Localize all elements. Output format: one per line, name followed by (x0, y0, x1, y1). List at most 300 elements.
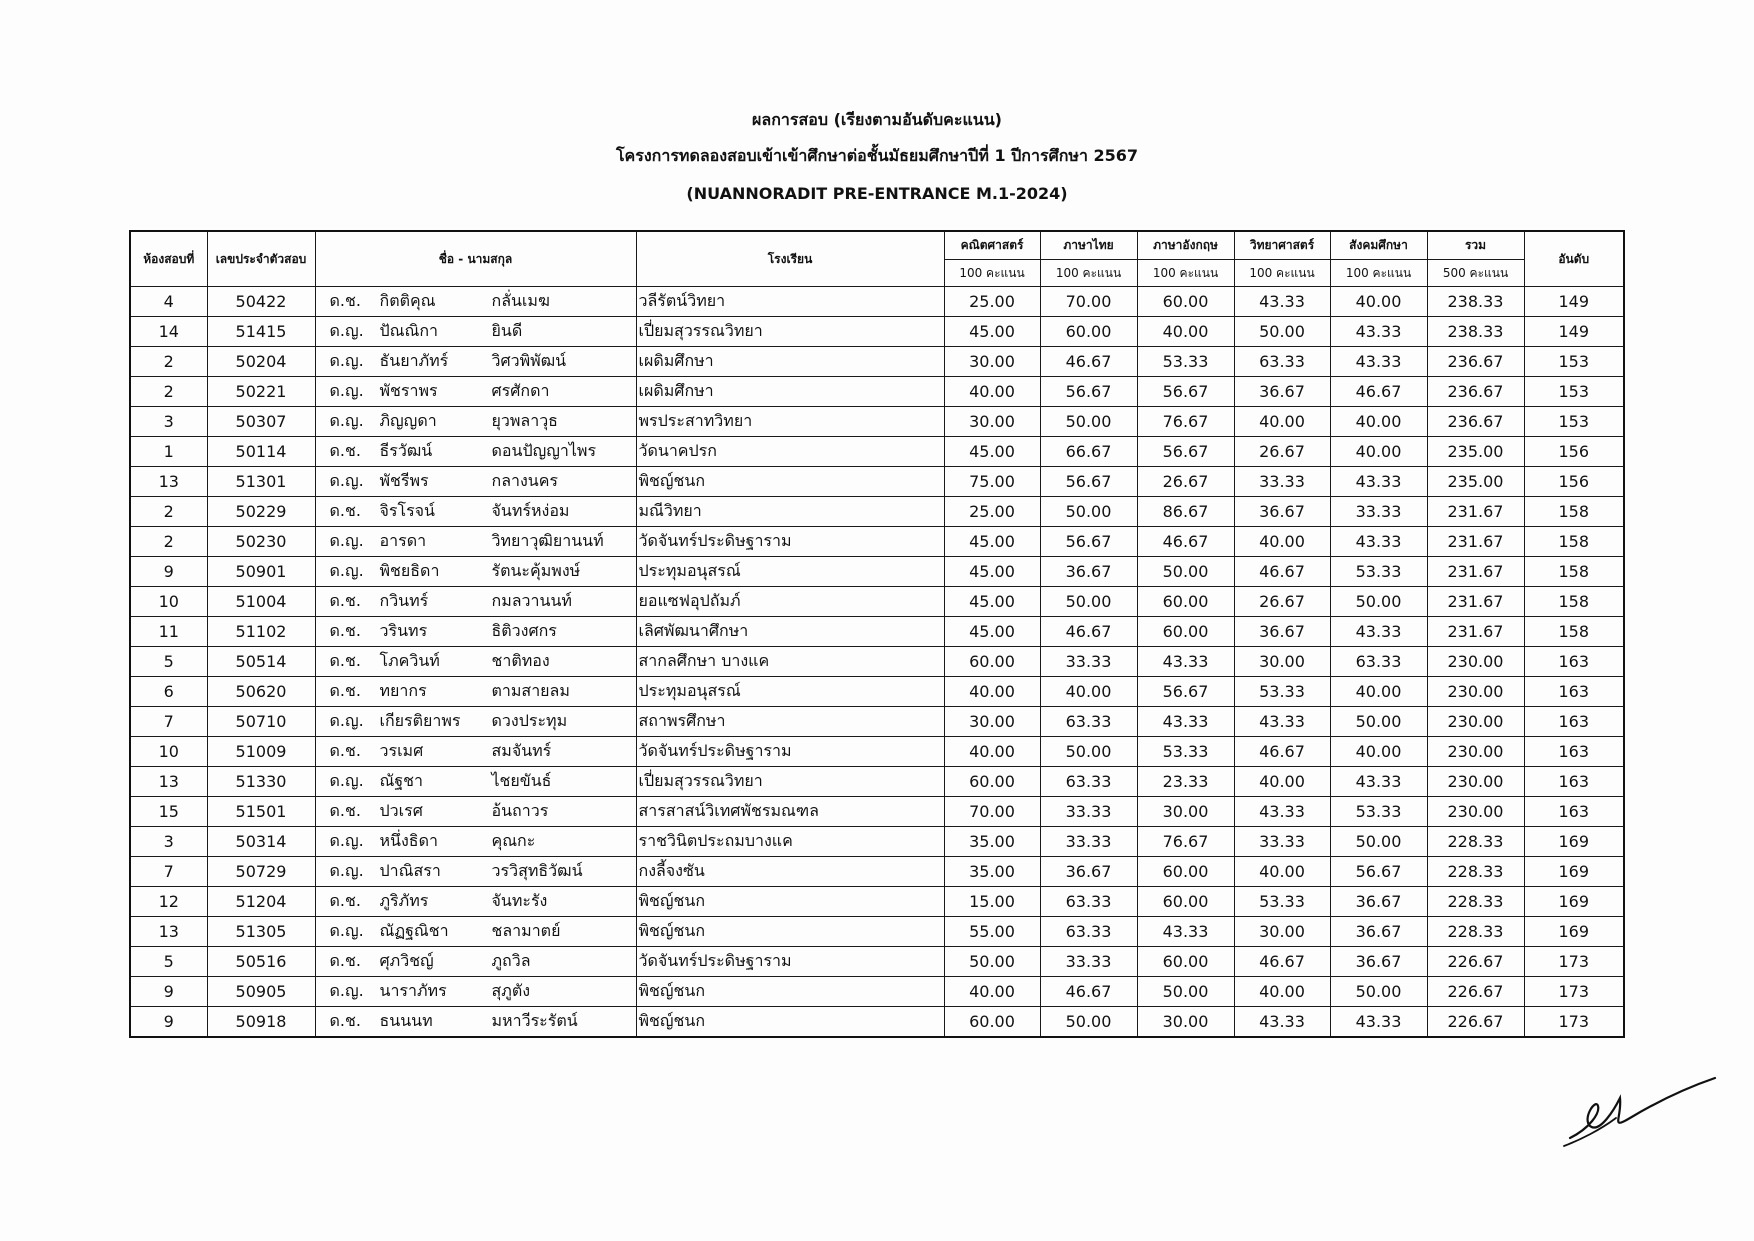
table-row (130, 347, 1624, 377)
exam-id-cell: 50905 (207, 977, 315, 1007)
english-score-cell: 43.33 (1137, 707, 1234, 737)
name-cell (315, 977, 636, 1007)
room-cell: 14 (130, 317, 207, 347)
social-score-cell: 36.67 (1330, 887, 1427, 917)
english-score-cell: 23.33 (1137, 767, 1234, 797)
english-score-cell: 60.00 (1137, 617, 1234, 647)
rank-cell: 153 (1524, 377, 1624, 407)
first-name: เกียรติยาพร (379, 711, 461, 730)
school-cell: สถาพรศึกษา (636, 707, 944, 737)
math-score-cell: 30.00 (944, 707, 1040, 737)
exam-id-cell: 50114 (207, 437, 315, 467)
thai-score-cell: 46.67 (1040, 977, 1137, 1007)
total-score-cell: 226.67 (1427, 977, 1524, 1007)
name-prefix: ด.ช. (329, 681, 361, 700)
name-cell (315, 707, 636, 737)
name-prefix: ด.ช. (329, 591, 361, 610)
school-cell: วลีรัตน์วิทยา (636, 287, 944, 317)
social-score-cell: 40.00 (1330, 407, 1427, 437)
table-row (130, 917, 1624, 947)
social-score-cell: 40.00 (1330, 437, 1427, 467)
rank-cell: 158 (1524, 497, 1624, 527)
max-score-english: 100 คะแนน (1137, 260, 1234, 287)
science-score-cell: 50.00 (1234, 317, 1330, 347)
name-prefix: ด.ญ. (329, 921, 364, 940)
name-cell (315, 617, 636, 647)
math-score-cell: 55.00 (944, 917, 1040, 947)
science-score-cell: 40.00 (1234, 767, 1330, 797)
math-score-cell: 60.00 (944, 767, 1040, 797)
rank-cell: 169 (1524, 917, 1624, 947)
name-prefix: ด.ญ. (329, 771, 364, 790)
english-score-cell: 43.33 (1137, 647, 1234, 677)
table-row (130, 707, 1624, 737)
school-cell: วัดจันทร์ประดิษฐาราม (636, 737, 944, 767)
table-row (130, 977, 1624, 1007)
school-cell: วัดจันทร์ประดิษฐาราม (636, 527, 944, 557)
english-score-cell: 30.00 (1137, 1007, 1234, 1038)
last-name: ธิติวงศกร (491, 621, 557, 640)
rank-cell: 173 (1524, 1007, 1624, 1038)
math-score-cell: 15.00 (944, 887, 1040, 917)
science-score-cell: 33.33 (1234, 827, 1330, 857)
name-cell (315, 377, 636, 407)
math-score-cell: 70.00 (944, 797, 1040, 827)
first-name: วรเมศ (379, 741, 424, 760)
school-cell: ประทุมอนุสรณ์ (636, 677, 944, 707)
rank-cell: 169 (1524, 887, 1624, 917)
room-cell: 3 (130, 407, 207, 437)
social-score-cell: 43.33 (1330, 317, 1427, 347)
table-row (130, 287, 1624, 317)
first-name: ปัณณิกา (379, 321, 439, 340)
rank-cell: 149 (1524, 287, 1624, 317)
rank-cell: 163 (1524, 647, 1624, 677)
school-cell: มณีวิทยา (636, 497, 944, 527)
last-name: ชาติทอง (491, 651, 550, 670)
table-row (130, 1007, 1624, 1038)
last-name: อ้นถาวร (491, 801, 549, 820)
english-score-cell: 53.33 (1137, 737, 1234, 767)
total-score-cell: 230.00 (1427, 647, 1524, 677)
total-score-cell: 236.67 (1427, 407, 1524, 437)
thai-score-cell: 70.00 (1040, 287, 1137, 317)
rank-cell: 153 (1524, 407, 1624, 437)
first-name: ศุภวิชญ์ (379, 951, 434, 970)
exam-id-cell: 50230 (207, 527, 315, 557)
thai-score-cell: 33.33 (1040, 797, 1137, 827)
english-score-cell: 76.67 (1137, 407, 1234, 437)
name-cell (315, 917, 636, 947)
social-score-cell: 36.67 (1330, 947, 1427, 977)
english-score-cell: 56.67 (1137, 437, 1234, 467)
first-name: หนึ่งธิดา (379, 831, 438, 850)
exam-id-cell: 50221 (207, 377, 315, 407)
math-score-cell: 40.00 (944, 377, 1040, 407)
first-name: โภควินท์ (379, 651, 440, 670)
header-english: ภาษาอังกฤษ (1137, 231, 1234, 260)
social-score-cell: 43.33 (1330, 617, 1427, 647)
first-name: ภูริภัทร (379, 891, 429, 910)
last-name: กลั่นเมฆ (491, 291, 550, 310)
social-score-cell: 43.33 (1330, 1007, 1427, 1038)
room-cell: 4 (130, 287, 207, 317)
name-prefix: ด.ช. (329, 951, 361, 970)
english-score-cell: 40.00 (1137, 317, 1234, 347)
room-cell: 13 (130, 467, 207, 497)
table-row (130, 857, 1624, 887)
school-cell: พิชญ์ชนก (636, 467, 944, 497)
room-cell: 2 (130, 377, 207, 407)
room-cell: 2 (130, 527, 207, 557)
thai-score-cell: 36.67 (1040, 557, 1137, 587)
name-cell (315, 317, 636, 347)
total-score-cell: 226.67 (1427, 1007, 1524, 1038)
math-score-cell: 45.00 (944, 437, 1040, 467)
exam-id-cell: 50307 (207, 407, 315, 437)
last-name: รัตนะคุ้มพงษ์ (491, 561, 581, 580)
name-cell (315, 857, 636, 887)
first-name: อารดา (379, 531, 427, 550)
english-score-cell: 53.33 (1137, 347, 1234, 377)
table-row (130, 737, 1624, 767)
thai-score-cell: 56.67 (1040, 467, 1137, 497)
school-cell: กงลี้จงซัน (636, 857, 944, 887)
english-score-cell: 60.00 (1137, 587, 1234, 617)
name-cell (315, 347, 636, 377)
exam-id-cell: 50422 (207, 287, 315, 317)
room-cell: 2 (130, 497, 207, 527)
rank-cell: 158 (1524, 587, 1624, 617)
first-name: ธีรวัฒน์ (379, 441, 433, 460)
exam-id-cell: 51330 (207, 767, 315, 797)
exam-id-cell: 51204 (207, 887, 315, 917)
total-score-cell: 226.67 (1427, 947, 1524, 977)
first-name: วรินทร (379, 621, 428, 640)
last-name: กลางนคร (491, 471, 559, 490)
exam-id-cell: 50516 (207, 947, 315, 977)
exam-id-cell: 51301 (207, 467, 315, 497)
science-score-cell: 36.67 (1234, 617, 1330, 647)
english-score-cell: 60.00 (1137, 947, 1234, 977)
thai-score-cell: 50.00 (1040, 737, 1137, 767)
thai-score-cell: 40.00 (1040, 677, 1137, 707)
school-cell: เปี่ยมสุวรรณวิทยา (636, 767, 944, 797)
room-cell: 7 (130, 707, 207, 737)
english-score-cell: 56.67 (1137, 677, 1234, 707)
first-name: ภิญญดา (379, 411, 437, 430)
first-name: ณัฏฐณิชา (379, 921, 449, 940)
math-score-cell: 60.00 (944, 647, 1040, 677)
math-score-cell: 25.00 (944, 287, 1040, 317)
name-prefix: ด.ญ. (329, 861, 364, 880)
english-score-cell: 86.67 (1137, 497, 1234, 527)
max-score-science: 100 คะแนน (1234, 260, 1330, 287)
math-score-cell: 75.00 (944, 467, 1040, 497)
table-row (130, 827, 1624, 857)
total-score-cell: 231.67 (1427, 497, 1524, 527)
science-score-cell: 30.00 (1234, 647, 1330, 677)
total-score-cell: 231.67 (1427, 557, 1524, 587)
rank-cell: 163 (1524, 737, 1624, 767)
math-score-cell: 40.00 (944, 737, 1040, 767)
name-prefix: ด.ญ. (329, 411, 364, 430)
thai-score-cell: 63.33 (1040, 917, 1137, 947)
english-score-cell: 60.00 (1137, 887, 1234, 917)
math-score-cell: 45.00 (944, 527, 1040, 557)
thai-score-cell: 56.67 (1040, 527, 1137, 557)
last-name: จันทะรัง (491, 891, 548, 910)
rank-cell: 169 (1524, 827, 1624, 857)
rank-cell: 158 (1524, 557, 1624, 587)
science-score-cell: 40.00 (1234, 527, 1330, 557)
table-row (130, 767, 1624, 797)
name-cell (315, 497, 636, 527)
total-score-cell: 238.33 (1427, 317, 1524, 347)
document-titles (0, 110, 1754, 204)
last-name: จันทร์หง่อม (491, 501, 570, 520)
total-score-cell: 236.67 (1427, 347, 1524, 377)
last-name: วรวิสุทธิวัฒน์ (491, 861, 583, 880)
table-row (130, 647, 1624, 677)
rank-cell: 163 (1524, 767, 1624, 797)
room-cell: 5 (130, 647, 207, 677)
social-score-cell: 53.33 (1330, 797, 1427, 827)
english-score-cell: 56.67 (1137, 377, 1234, 407)
english-score-cell: 50.00 (1137, 977, 1234, 1007)
total-score-cell: 228.33 (1427, 857, 1524, 887)
science-score-cell: 43.33 (1234, 707, 1330, 737)
social-score-cell: 40.00 (1330, 287, 1427, 317)
thai-score-cell: 60.00 (1040, 317, 1137, 347)
name-prefix: ด.ช. (329, 621, 361, 640)
name-prefix: ด.ญ. (329, 561, 364, 580)
thai-score-cell: 50.00 (1040, 497, 1137, 527)
total-score-cell: 235.00 (1427, 467, 1524, 497)
social-score-cell: 33.33 (1330, 497, 1427, 527)
first-name: พัชรีพร (379, 471, 429, 490)
total-score-cell: 230.00 (1427, 797, 1524, 827)
exam-id-cell: 50229 (207, 497, 315, 527)
english-score-cell: 76.67 (1137, 827, 1234, 857)
signature (1560, 1068, 1720, 1148)
math-score-cell: 50.00 (944, 947, 1040, 977)
science-score-cell: 40.00 (1234, 857, 1330, 887)
header-room: ห้องสอบที่ (130, 231, 207, 287)
header-social: สังคมศึกษา (1330, 231, 1427, 260)
rank-cell: 149 (1524, 317, 1624, 347)
thai-score-cell: 63.33 (1040, 767, 1137, 797)
name-cell (315, 437, 636, 467)
last-name: สมจันทร์ (491, 741, 552, 760)
school-cell: เลิศพัฒนาศึกษา (636, 617, 944, 647)
name-prefix: ด.ช. (329, 801, 361, 820)
science-score-cell: 53.33 (1234, 887, 1330, 917)
room-cell: 7 (130, 857, 207, 887)
name-prefix: ด.ญ. (329, 531, 364, 550)
table-row (130, 617, 1624, 647)
table-row (130, 377, 1624, 407)
name-prefix: ด.ญ. (329, 711, 364, 730)
total-score-cell: 230.00 (1427, 767, 1524, 797)
social-score-cell: 50.00 (1330, 587, 1427, 617)
name-prefix: ด.ญ. (329, 981, 364, 1000)
header-thai: ภาษาไทย (1040, 231, 1137, 260)
header-school: โรงเรียน (636, 231, 944, 287)
name-cell (315, 677, 636, 707)
rank-cell: 158 (1524, 527, 1624, 557)
last-name: ชลามาตย์ (491, 921, 561, 940)
science-score-cell: 46.67 (1234, 737, 1330, 767)
english-score-cell: 43.33 (1137, 917, 1234, 947)
name-prefix: ด.ญ. (329, 381, 364, 400)
last-name: ดอนปัญญาไพร (491, 441, 597, 460)
exam-id-cell: 50729 (207, 857, 315, 887)
social-score-cell: 36.67 (1330, 917, 1427, 947)
english-score-cell: 30.00 (1137, 797, 1234, 827)
science-score-cell: 46.67 (1234, 557, 1330, 587)
last-name: มหาวีระรัตน์ (491, 1011, 578, 1030)
room-cell: 1 (130, 437, 207, 467)
science-score-cell: 43.33 (1234, 1007, 1330, 1038)
header-math: คณิตศาสตร์ (944, 231, 1040, 260)
rank-cell: 173 (1524, 947, 1624, 977)
results-body (130, 287, 1624, 1038)
exam-id-cell: 50710 (207, 707, 315, 737)
social-score-cell: 43.33 (1330, 767, 1427, 797)
first-name: ธันยาภัทร์ (379, 351, 449, 370)
rank-cell: 173 (1524, 977, 1624, 1007)
name-prefix: ด.ช. (329, 1011, 361, 1030)
rank-cell: 156 (1524, 467, 1624, 497)
math-score-cell: 40.00 (944, 977, 1040, 1007)
thai-score-cell: 46.67 (1040, 617, 1137, 647)
science-score-cell: 63.33 (1234, 347, 1330, 377)
rank-cell: 153 (1524, 347, 1624, 377)
name-cell (315, 887, 636, 917)
math-score-cell: 30.00 (944, 407, 1040, 437)
room-cell: 15 (130, 797, 207, 827)
thai-score-cell: 36.67 (1040, 857, 1137, 887)
name-prefix: ด.ช. (329, 651, 361, 670)
school-cell: ราชวินิตประถมบางแค (636, 827, 944, 857)
name-prefix: ด.ช. (329, 441, 361, 460)
thai-score-cell: 46.67 (1040, 347, 1137, 377)
name-cell (315, 557, 636, 587)
name-cell (315, 767, 636, 797)
room-cell: 5 (130, 947, 207, 977)
total-score-cell: 230.00 (1427, 737, 1524, 767)
science-score-cell: 53.33 (1234, 677, 1330, 707)
first-name: ธนนนท (379, 1011, 433, 1030)
math-score-cell: 45.00 (944, 617, 1040, 647)
science-score-cell: 43.33 (1234, 287, 1330, 317)
social-score-cell: 63.33 (1330, 647, 1427, 677)
name-cell (315, 737, 636, 767)
exam-id-cell: 50901 (207, 557, 315, 587)
name-prefix: ด.ญ. (329, 351, 364, 370)
max-score-thai: 100 คะแนน (1040, 260, 1137, 287)
room-cell: 9 (130, 1007, 207, 1038)
table-row (130, 947, 1624, 977)
total-score-cell: 231.67 (1427, 617, 1524, 647)
math-score-cell: 25.00 (944, 497, 1040, 527)
social-score-cell: 46.67 (1330, 377, 1427, 407)
exam-id-cell: 50514 (207, 647, 315, 677)
first-name: นาราภัทร (379, 981, 447, 1000)
first-name: ปวเรศ (379, 801, 423, 820)
name-cell (315, 797, 636, 827)
first-name: กวินทร์ (379, 591, 429, 610)
header-name: ชื่อ - นามสกุล (315, 231, 636, 287)
room-cell: 12 (130, 887, 207, 917)
exam-id-cell: 50314 (207, 827, 315, 857)
table-row (130, 887, 1624, 917)
room-cell: 13 (130, 767, 207, 797)
social-score-cell: 43.33 (1330, 467, 1427, 497)
exam-id-cell: 51009 (207, 737, 315, 767)
school-cell: สากลศึกษา บางแค (636, 647, 944, 677)
table-row (130, 527, 1624, 557)
science-score-cell: 36.67 (1234, 497, 1330, 527)
table-row (130, 587, 1624, 617)
title-line-1: ผลการสอบ (เรียงตามอันดับคะแนน) (752, 110, 1002, 129)
school-cell: พรประสาทวิทยา (636, 407, 944, 437)
name-cell (315, 827, 636, 857)
name-cell (315, 407, 636, 437)
school-cell: เผดิมศึกษา (636, 377, 944, 407)
max-score-math: 100 คะแนน (944, 260, 1040, 287)
first-name: ทยากร (379, 681, 427, 700)
table-row (130, 677, 1624, 707)
school-cell: วัดนาคปรก (636, 437, 944, 467)
exam-id-cell: 51004 (207, 587, 315, 617)
school-cell: เปี่ยมสุวรรณวิทยา (636, 317, 944, 347)
total-score-cell: 228.33 (1427, 887, 1524, 917)
science-score-cell: 43.33 (1234, 797, 1330, 827)
rank-cell: 163 (1524, 797, 1624, 827)
first-name: ณัฐชา (379, 771, 424, 790)
last-name: คุณกะ (491, 831, 536, 850)
name-prefix: ด.ช. (329, 291, 361, 310)
english-score-cell: 50.00 (1137, 557, 1234, 587)
rank-cell: 169 (1524, 857, 1624, 887)
thai-score-cell: 33.33 (1040, 827, 1137, 857)
header-total: รวม (1427, 231, 1524, 260)
thai-score-cell: 63.33 (1040, 707, 1137, 737)
last-name: ภูถวิล (491, 951, 531, 970)
math-score-cell: 60.00 (944, 1007, 1040, 1038)
name-prefix: ด.ญ. (329, 471, 364, 490)
math-score-cell: 45.00 (944, 317, 1040, 347)
thai-score-cell: 33.33 (1040, 947, 1137, 977)
last-name: ไชยขันธ์ (491, 771, 552, 790)
table-row (130, 557, 1624, 587)
room-cell: 3 (130, 827, 207, 857)
school-cell: วัดจันทร์ประดิษฐาราม (636, 947, 944, 977)
header-exam-id: เลขประจำตัวสอบ (207, 231, 315, 287)
thai-score-cell: 66.67 (1040, 437, 1137, 467)
name-cell (315, 587, 636, 617)
room-cell: 9 (130, 557, 207, 587)
max-score-total: 500 คะแนน (1427, 260, 1524, 287)
title-line-3: (NUANNORADIT PRE-ENTRANCE M.1-2024) (686, 184, 1068, 203)
room-cell: 6 (130, 677, 207, 707)
name-prefix: ด.ช. (329, 891, 361, 910)
table-row (130, 467, 1624, 497)
first-name: พิชยธิดา (379, 561, 440, 580)
name-prefix: ด.ช. (329, 741, 361, 760)
